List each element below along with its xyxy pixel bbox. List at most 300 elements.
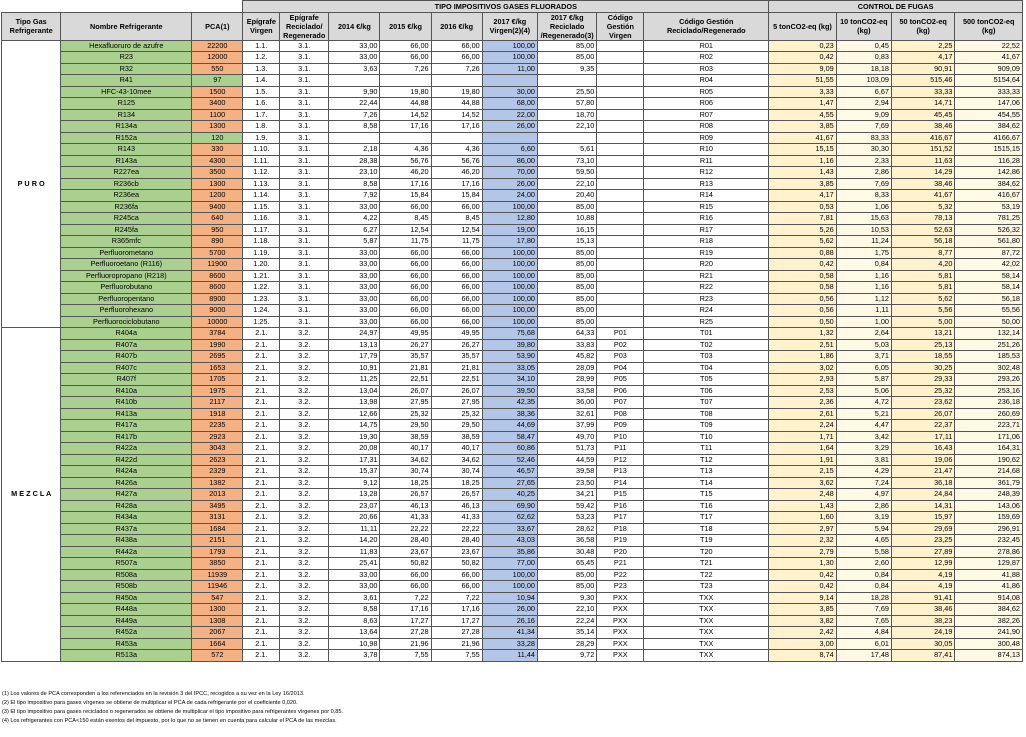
table-cell[interactable]: 2.1. xyxy=(243,477,280,489)
table-cell[interactable]: R20 xyxy=(644,259,769,271)
table-cell[interactable]: 2,51 xyxy=(769,339,837,351)
table-cell[interactable]: 1918 xyxy=(192,408,243,420)
table-cell[interactable]: 30,74 xyxy=(380,466,431,478)
table-cell[interactable] xyxy=(431,132,482,144)
table-cell[interactable]: T20 xyxy=(644,546,769,558)
table-cell[interactable]: 17,11 xyxy=(891,431,954,443)
table-cell[interactable]: 561,80 xyxy=(955,236,1023,248)
table-cell[interactable]: 6,05 xyxy=(836,362,891,374)
refrigerant-name[interactable]: Hexafluoruro de azufre xyxy=(61,40,192,52)
table-cell[interactable]: P19 xyxy=(597,535,644,547)
table-cell[interactable]: 1.25. xyxy=(243,316,280,328)
table-cell[interactable]: 1.6. xyxy=(243,98,280,110)
table-cell[interactable]: 278,86 xyxy=(955,546,1023,558)
table-cell[interactable]: 19,30 xyxy=(329,431,380,443)
table-cell[interactable]: 2.1. xyxy=(243,627,280,639)
table-cell[interactable]: 3.2. xyxy=(280,408,329,420)
table-cell[interactable]: 25,13 xyxy=(891,339,954,351)
table-cell[interactable]: 1,64 xyxy=(769,443,837,455)
table-cell[interactable]: PXX xyxy=(597,638,644,650)
refrigerant-name[interactable]: R125 xyxy=(61,98,192,110)
table-cell[interactable]: 66,00 xyxy=(431,316,482,328)
table-cell[interactable]: 4300 xyxy=(192,155,243,167)
table-cell[interactable]: 132,14 xyxy=(955,328,1023,340)
table-cell[interactable]: 26,00 xyxy=(482,178,537,190)
table-cell[interactable]: 38,23 xyxy=(891,615,954,627)
table-cell[interactable]: 2.1. xyxy=(243,512,280,524)
table-cell[interactable]: 9,14 xyxy=(769,592,837,604)
table-cell[interactable]: 2,15 xyxy=(769,466,837,478)
table-cell[interactable]: 28,99 xyxy=(537,374,596,386)
table-cell[interactable]: 90,91 xyxy=(891,63,954,75)
table-cell[interactable]: 526,32 xyxy=(955,224,1023,236)
table-cell[interactable]: 85,00 xyxy=(537,40,596,52)
table-cell[interactable]: 3.2. xyxy=(280,477,329,489)
table-cell[interactable]: 1.8. xyxy=(243,121,280,133)
table-cell[interactable]: 6,67 xyxy=(836,86,891,98)
refrigerant-name[interactable]: R508b xyxy=(61,581,192,593)
table-cell[interactable]: 7,55 xyxy=(380,650,431,662)
refrigerant-name[interactable]: R134 xyxy=(61,109,192,121)
table-cell[interactable]: 11,75 xyxy=(431,236,482,248)
table-cell[interactable]: 19,80 xyxy=(431,86,482,98)
table-cell[interactable]: 17,27 xyxy=(380,615,431,627)
table-cell[interactable]: 66,00 xyxy=(380,282,431,294)
table-cell[interactable]: 100,00 xyxy=(482,316,537,328)
table-cell[interactable]: 100,00 xyxy=(482,201,537,213)
table-cell[interactable]: 18,28 xyxy=(836,592,891,604)
table-cell[interactable]: 236,18 xyxy=(955,397,1023,409)
table-cell[interactable]: 22,37 xyxy=(891,420,954,432)
table-cell[interactable]: R17 xyxy=(644,224,769,236)
table-cell[interactable]: 0,42 xyxy=(769,569,837,581)
table-cell[interactable]: 28,09 xyxy=(537,362,596,374)
table-cell[interactable] xyxy=(597,86,644,98)
refrigerant-name[interactable]: R434a xyxy=(61,512,192,524)
table-cell[interactable]: 171,06 xyxy=(955,431,1023,443)
table-cell[interactable]: P04 xyxy=(597,362,644,374)
refrigerant-name[interactable]: R448a xyxy=(61,604,192,616)
table-cell[interactable]: 2,93 xyxy=(769,374,837,386)
table-cell[interactable]: 36,18 xyxy=(891,477,954,489)
table-cell[interactable] xyxy=(597,155,644,167)
table-cell[interactable]: 85,00 xyxy=(537,305,596,317)
table-cell[interactable]: 85,00 xyxy=(537,201,596,213)
table-cell[interactable]: P01 xyxy=(597,328,644,340)
table-cell[interactable]: 44,69 xyxy=(482,420,537,432)
table-cell[interactable]: 15,84 xyxy=(380,190,431,202)
refrigerant-name[interactable]: R407b xyxy=(61,351,192,363)
table-cell[interactable]: 85,00 xyxy=(537,270,596,282)
table-cell[interactable]: 34,62 xyxy=(380,454,431,466)
table-cell[interactable]: 9,12 xyxy=(329,477,380,489)
table-cell[interactable]: 36,00 xyxy=(537,397,596,409)
table-cell[interactable]: 5,32 xyxy=(891,201,954,213)
table-cell[interactable]: 49,95 xyxy=(380,328,431,340)
table-cell[interactable]: 19,80 xyxy=(380,86,431,98)
table-cell[interactable]: 22,51 xyxy=(380,374,431,386)
table-cell[interactable]: 1664 xyxy=(192,638,243,650)
table-cell[interactable]: 33,00 xyxy=(329,270,380,282)
table-cell[interactable]: 1.15. xyxy=(243,201,280,213)
table-cell[interactable]: 66,00 xyxy=(380,52,431,64)
table-cell[interactable]: T03 xyxy=(644,351,769,363)
table-cell[interactable]: 3.1. xyxy=(280,40,329,52)
table-cell[interactable]: 3,19 xyxy=(836,512,891,524)
refrigerant-name[interactable]: R245ca xyxy=(61,213,192,225)
table-cell[interactable]: 251,26 xyxy=(955,339,1023,351)
table-cell[interactable]: 3784 xyxy=(192,328,243,340)
table-cell[interactable]: 1308 xyxy=(192,615,243,627)
table-cell[interactable]: 0,45 xyxy=(836,40,891,52)
table-cell[interactable]: 3.2. xyxy=(280,546,329,558)
table-cell[interactable]: 3.1. xyxy=(280,155,329,167)
table-cell[interactable]: R23 xyxy=(644,293,769,305)
table-cell[interactable]: 3.1. xyxy=(280,236,329,248)
table-cell[interactable]: 5,61 xyxy=(537,144,596,156)
table-cell[interactable] xyxy=(597,167,644,179)
table-cell[interactable]: P21 xyxy=(597,558,644,570)
table-cell[interactable]: 26,57 xyxy=(380,489,431,501)
table-cell[interactable]: 2.1. xyxy=(243,650,280,662)
table-cell[interactable]: 0,83 xyxy=(836,52,891,64)
table-cell[interactable] xyxy=(597,52,644,64)
table-cell[interactable]: 1.17. xyxy=(243,224,280,236)
column-header[interactable]: 2017 €/kg Virgen(2)(4) xyxy=(482,12,537,40)
table-cell[interactable]: 33,00 xyxy=(329,52,380,64)
table-cell[interactable]: 2.1. xyxy=(243,339,280,351)
table-cell[interactable]: 3.2. xyxy=(280,535,329,547)
table-cell[interactable]: 51,73 xyxy=(537,443,596,455)
column-header[interactable]: 2016 €/kg xyxy=(431,12,482,40)
table-cell[interactable]: 6,60 xyxy=(482,144,537,156)
table-cell[interactable]: 3.1. xyxy=(280,270,329,282)
table-cell[interactable]: 33,05 xyxy=(482,362,537,374)
table-cell[interactable]: 3.1. xyxy=(280,167,329,179)
table-cell[interactable]: 1.23. xyxy=(243,293,280,305)
table-cell[interactable]: 8,58 xyxy=(329,121,380,133)
table-cell[interactable]: T02 xyxy=(644,339,769,351)
table-cell[interactable]: 2.1. xyxy=(243,569,280,581)
table-cell[interactable]: 66,00 xyxy=(431,52,482,64)
table-cell[interactable]: 33,83 xyxy=(537,339,596,351)
table-cell[interactable]: 52,46 xyxy=(482,454,537,466)
table-cell[interactable]: 4,29 xyxy=(836,466,891,478)
table-cell[interactable]: 2.1. xyxy=(243,581,280,593)
table-cell[interactable]: 100,00 xyxy=(482,305,537,317)
table-cell[interactable]: 1.18. xyxy=(243,236,280,248)
refrigerant-name[interactable]: R449a xyxy=(61,615,192,627)
table-cell[interactable]: 66,00 xyxy=(380,293,431,305)
table-cell[interactable]: 3850 xyxy=(192,558,243,570)
table-cell[interactable]: 25,32 xyxy=(380,408,431,420)
table-cell[interactable] xyxy=(597,293,644,305)
table-cell[interactable]: 2117 xyxy=(192,397,243,409)
table-cell[interactable] xyxy=(597,98,644,110)
table-cell[interactable]: 9000 xyxy=(192,305,243,317)
table-cell[interactable]: 2623 xyxy=(192,454,243,466)
column-header[interactable]: 50 tonCO2-eq (kg) xyxy=(891,12,954,40)
table-cell[interactable]: 3.1. xyxy=(280,282,329,294)
table-cell[interactable]: 1.1. xyxy=(243,40,280,52)
table-cell[interactable]: 296,91 xyxy=(955,523,1023,535)
table-cell[interactable]: 2.1. xyxy=(243,466,280,478)
table-cell[interactable]: T21 xyxy=(644,558,769,570)
refrigerant-name[interactable]: R424a xyxy=(61,466,192,478)
table-cell[interactable]: 41,67 xyxy=(891,190,954,202)
table-cell[interactable]: 1.22. xyxy=(243,282,280,294)
table-cell[interactable]: 36,58 xyxy=(537,535,596,547)
table-cell[interactable]: 6,27 xyxy=(329,224,380,236)
table-cell[interactable]: 3.1. xyxy=(280,247,329,259)
table-cell[interactable]: 416,67 xyxy=(891,132,954,144)
table-cell[interactable]: P07 xyxy=(597,397,644,409)
table-cell[interactable]: 28,38 xyxy=(329,155,380,167)
refrigerant-name[interactable]: R41 xyxy=(61,75,192,87)
table-cell[interactable]: 69,90 xyxy=(482,500,537,512)
table-cell[interactable]: 2,86 xyxy=(836,500,891,512)
table-cell[interactable]: 3400 xyxy=(192,98,243,110)
table-cell[interactable]: 23,25 xyxy=(891,535,954,547)
table-cell[interactable]: 22,24 xyxy=(537,615,596,627)
table-cell[interactable]: 2,18 xyxy=(329,144,380,156)
table-cell[interactable]: 3.1. xyxy=(280,132,329,144)
table-cell[interactable]: 45,45 xyxy=(891,109,954,121)
table-cell[interactable]: 22,10 xyxy=(537,178,596,190)
table-cell[interactable]: 3131 xyxy=(192,512,243,524)
table-cell[interactable]: 3.2. xyxy=(280,362,329,374)
table-cell[interactable]: 7,92 xyxy=(329,190,380,202)
table-cell[interactable]: 0,84 xyxy=(836,259,891,271)
table-cell[interactable]: 5,62 xyxy=(769,236,837,248)
table-cell[interactable]: 29,50 xyxy=(431,420,482,432)
refrigerant-name[interactable]: R428a xyxy=(61,500,192,512)
table-cell[interactable]: 2,53 xyxy=(769,385,837,397)
table-cell[interactable]: 22,22 xyxy=(431,523,482,535)
table-cell[interactable] xyxy=(329,132,380,144)
column-header[interactable]: Código Gestión Virgen xyxy=(597,12,644,40)
table-cell[interactable]: 59,50 xyxy=(537,167,596,179)
table-cell[interactable]: 2923 xyxy=(192,431,243,443)
table-cell[interactable]: 30,05 xyxy=(891,638,954,650)
table-cell[interactable]: 11946 xyxy=(192,581,243,593)
table-cell[interactable]: 2067 xyxy=(192,627,243,639)
table-cell[interactable]: 2,33 xyxy=(836,155,891,167)
table-cell[interactable]: 100,00 xyxy=(482,247,537,259)
table-cell[interactable]: 10,91 xyxy=(329,362,380,374)
table-cell[interactable]: 1,43 xyxy=(769,500,837,512)
table-cell[interactable]: 66,00 xyxy=(380,569,431,581)
table-cell[interactable]: 8,45 xyxy=(380,213,431,225)
table-cell[interactable]: 3.1. xyxy=(280,86,329,98)
table-cell[interactable]: 2,97 xyxy=(769,523,837,535)
table-cell[interactable]: 14,20 xyxy=(329,535,380,547)
table-cell[interactable]: R11 xyxy=(644,155,769,167)
table-cell[interactable]: 3.2. xyxy=(280,466,329,478)
table-cell[interactable]: 0,58 xyxy=(769,270,837,282)
table-cell[interactable]: 3,00 xyxy=(769,638,837,650)
table-cell[interactable]: 1,43 xyxy=(769,167,837,179)
table-cell[interactable]: 2.1. xyxy=(243,397,280,409)
table-cell[interactable]: 7,69 xyxy=(836,121,891,133)
table-cell[interactable]: 3.2. xyxy=(280,569,329,581)
table-cell[interactable]: 2.1. xyxy=(243,374,280,386)
table-cell[interactable]: 66,00 xyxy=(431,305,482,317)
table-cell[interactable]: 2235 xyxy=(192,420,243,432)
table-cell[interactable]: 26,07 xyxy=(891,408,954,420)
table-cell[interactable]: 27,65 xyxy=(482,477,537,489)
table-cell[interactable]: 1,16 xyxy=(769,155,837,167)
table-cell[interactable]: 15,13 xyxy=(537,236,596,248)
table-cell[interactable]: 41,34 xyxy=(482,627,537,639)
table-cell[interactable]: 38,46 xyxy=(891,121,954,133)
table-cell[interactable]: 382,26 xyxy=(955,615,1023,627)
table-cell[interactable] xyxy=(597,305,644,317)
table-cell[interactable]: 15,84 xyxy=(431,190,482,202)
table-cell[interactable]: 2,36 xyxy=(769,397,837,409)
table-cell[interactable]: 30,74 xyxy=(431,466,482,478)
table-cell[interactable]: 1100 xyxy=(192,109,243,121)
table-cell[interactable]: 17,79 xyxy=(329,351,380,363)
table-cell[interactable]: 1975 xyxy=(192,385,243,397)
table-cell[interactable]: PXX xyxy=(597,650,644,662)
table-cell[interactable]: 4,36 xyxy=(431,144,482,156)
table-cell[interactable]: 781,25 xyxy=(955,213,1023,225)
refrigerant-name[interactable]: R143 xyxy=(61,144,192,156)
table-cell[interactable]: 21,81 xyxy=(380,362,431,374)
table-cell[interactable]: 26,07 xyxy=(380,385,431,397)
table-cell[interactable]: 241,90 xyxy=(955,627,1023,639)
table-cell[interactable]: 185,53 xyxy=(955,351,1023,363)
table-cell[interactable]: 454,55 xyxy=(955,109,1023,121)
table-cell[interactable]: 302,48 xyxy=(955,362,1023,374)
table-cell[interactable]: R04 xyxy=(644,75,769,87)
table-cell[interactable]: 3.1. xyxy=(280,305,329,317)
table-cell[interactable]: 52,63 xyxy=(891,224,954,236)
table-cell[interactable]: 85,00 xyxy=(537,247,596,259)
table-cell[interactable]: 914,08 xyxy=(955,592,1023,604)
table-cell[interactable]: 12,54 xyxy=(380,224,431,236)
table-cell[interactable]: 17,16 xyxy=(380,121,431,133)
table-cell[interactable] xyxy=(380,75,431,87)
table-cell[interactable]: 34,21 xyxy=(537,489,596,501)
table-cell[interactable]: 38,59 xyxy=(431,431,482,443)
table-cell[interactable]: 2,60 xyxy=(836,558,891,570)
table-cell[interactable]: 8,58 xyxy=(329,178,380,190)
table-cell[interactable]: 3.2. xyxy=(280,650,329,662)
table-cell[interactable]: R12 xyxy=(644,167,769,179)
table-cell[interactable]: 58,14 xyxy=(955,282,1023,294)
table-cell[interactable]: 5,03 xyxy=(836,339,891,351)
table-cell[interactable]: 58,14 xyxy=(955,270,1023,282)
table-cell[interactable]: 0,53 xyxy=(769,201,837,213)
table-cell[interactable]: 19,00 xyxy=(482,224,537,236)
table-cell[interactable]: 3.2. xyxy=(280,351,329,363)
table-cell[interactable]: T16 xyxy=(644,500,769,512)
table-cell[interactable]: T15 xyxy=(644,489,769,501)
table-cell[interactable]: 1.20. xyxy=(243,259,280,271)
table-cell[interactable]: 43,03 xyxy=(482,535,537,547)
table-cell[interactable]: 384,62 xyxy=(955,121,1023,133)
table-cell[interactable]: 66,00 xyxy=(380,40,431,52)
table-cell[interactable]: P14 xyxy=(597,477,644,489)
table-cell[interactable]: 66,00 xyxy=(431,259,482,271)
table-cell[interactable]: 10,94 xyxy=(482,592,537,604)
table-cell[interactable]: 3.2. xyxy=(280,420,329,432)
table-cell[interactable]: 3.2. xyxy=(280,615,329,627)
table-cell[interactable]: 2,86 xyxy=(836,167,891,179)
table-cell[interactable]: 1,30 xyxy=(769,558,837,570)
table-cell[interactable]: 2,48 xyxy=(769,489,837,501)
column-header[interactable]: 500 tonCO2-eq (kg) xyxy=(955,12,1023,40)
refrigerant-name[interactable]: Perfluorociclobutano xyxy=(61,316,192,328)
table-cell[interactable]: 66,00 xyxy=(431,270,482,282)
table-cell[interactable]: 3.2. xyxy=(280,385,329,397)
table-cell[interactable]: R22 xyxy=(644,282,769,294)
table-cell[interactable]: 3,85 xyxy=(769,604,837,616)
table-cell[interactable]: 56,18 xyxy=(955,293,1023,305)
table-cell[interactable]: 3,82 xyxy=(769,615,837,627)
table-cell[interactable]: 21,96 xyxy=(380,638,431,650)
table-cell[interactable]: 26,27 xyxy=(380,339,431,351)
table-cell[interactable]: 13,64 xyxy=(329,627,380,639)
table-cell[interactable]: 38,36 xyxy=(482,408,537,420)
table-cell[interactable]: 1.19. xyxy=(243,247,280,259)
table-cell[interactable]: 7,26 xyxy=(329,109,380,121)
table-cell[interactable]: 33,00 xyxy=(329,316,380,328)
table-cell[interactable] xyxy=(597,109,644,121)
table-cell[interactable]: 3.2. xyxy=(280,374,329,386)
table-cell[interactable]: 1793 xyxy=(192,546,243,558)
table-cell[interactable]: 1684 xyxy=(192,523,243,535)
refrigerant-name[interactable]: R134a xyxy=(61,121,192,133)
table-cell[interactable]: 2695 xyxy=(192,351,243,363)
table-cell[interactable]: R15 xyxy=(644,201,769,213)
table-cell[interactable]: 32,61 xyxy=(537,408,596,420)
table-cell[interactable]: T14 xyxy=(644,477,769,489)
table-cell[interactable]: 5,87 xyxy=(329,236,380,248)
table-cell[interactable]: 1,47 xyxy=(769,98,837,110)
table-cell[interactable]: 2.1. xyxy=(243,638,280,650)
table-cell[interactable] xyxy=(380,132,431,144)
table-cell[interactable]: 3.2. xyxy=(280,523,329,535)
table-cell[interactable]: R16 xyxy=(644,213,769,225)
table-cell[interactable]: 0,23 xyxy=(769,40,837,52)
table-cell[interactable]: 1.24. xyxy=(243,305,280,317)
table-cell[interactable]: 1990 xyxy=(192,339,243,351)
table-cell[interactable]: 27,95 xyxy=(380,397,431,409)
table-cell[interactable]: R02 xyxy=(644,52,769,64)
table-cell[interactable]: 2,25 xyxy=(891,40,954,52)
table-cell[interactable]: 10000 xyxy=(192,316,243,328)
table-cell[interactable]: 248,39 xyxy=(955,489,1023,501)
table-cell[interactable]: 10,53 xyxy=(836,224,891,236)
table-cell[interactable]: 361,79 xyxy=(955,477,1023,489)
table-cell[interactable]: 22,22 xyxy=(380,523,431,535)
table-cell[interactable]: 1.9. xyxy=(243,132,280,144)
table-cell[interactable]: R07 xyxy=(644,109,769,121)
table-cell[interactable]: 39,80 xyxy=(482,339,537,351)
table-cell[interactable]: 27,28 xyxy=(380,627,431,639)
table-cell[interactable]: 5,62 xyxy=(891,293,954,305)
table-cell[interactable]: 41,67 xyxy=(769,132,837,144)
refrigerant-name[interactable]: Perfluoropentano xyxy=(61,293,192,305)
table-cell[interactable]: 164,31 xyxy=(955,443,1023,455)
table-cell[interactable]: 23,10 xyxy=(329,167,380,179)
table-cell[interactable]: 33,00 xyxy=(329,40,380,52)
table-cell[interactable]: 85,00 xyxy=(537,316,596,328)
table-cell[interactable]: 100,00 xyxy=(482,569,537,581)
